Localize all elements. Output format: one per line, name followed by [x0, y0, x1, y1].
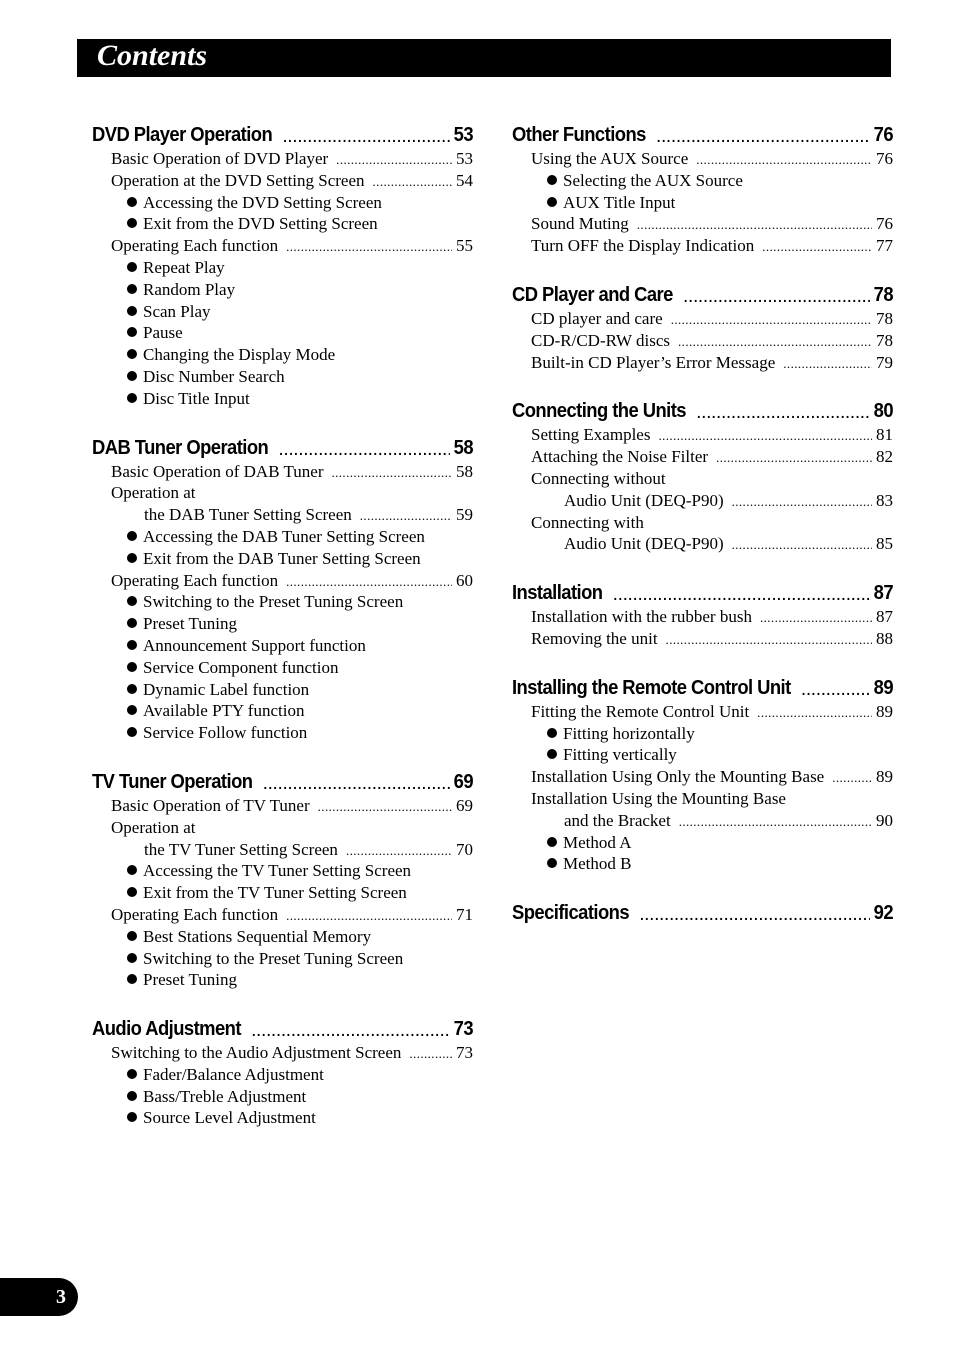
bullet-icon [547, 837, 557, 847]
toc-bullet-item[interactable] [92, 860, 473, 882]
toc-entry[interactable] [512, 766, 893, 788]
section-title: Specifications [512, 902, 630, 925]
toc-section [512, 670, 893, 875]
entry-label: CD-R/CD-RW discs [531, 330, 671, 350]
dot-leader [732, 491, 872, 513]
dot-leader [716, 447, 872, 469]
bullet-item-label: Method A [563, 832, 632, 852]
bullet-icon [127, 865, 137, 875]
toc-entry[interactable] [92, 461, 473, 483]
toc-entry[interactable] [92, 148, 473, 170]
section-heading[interactable] [92, 764, 473, 794]
section-heading[interactable] [512, 117, 893, 147]
section-page-number: 80 [873, 400, 894, 423]
bullet-item-label: AUX Title Input [563, 192, 676, 212]
bullet-icon [127, 531, 137, 541]
section-title: Connecting the Units [512, 400, 686, 423]
bullet-item-label: Exit from the TV Tuner Setting Screen [143, 883, 407, 903]
entry-label: CD player and care [531, 308, 663, 328]
entry-label: Installation with the rubber bush [531, 607, 752, 627]
bullet-icon [127, 727, 137, 737]
entry-page-number: 90 [876, 810, 893, 830]
dot-leader [696, 149, 872, 171]
entry-label: Sound Muting [531, 214, 629, 234]
section-page-number: 87 [873, 582, 894, 605]
section-heading[interactable] [92, 117, 473, 147]
dot-leader [346, 840, 452, 862]
toc-bullet-item[interactable] [92, 635, 473, 657]
dot-leader [336, 149, 452, 171]
toc-bullet-item[interactable] [92, 591, 473, 613]
toc-bullet-item[interactable] [92, 722, 473, 744]
bullet-item-label: Scan Play [143, 301, 211, 321]
entry-label: Switching to the Audio Adjustment Screen [111, 1043, 402, 1063]
contents-header-bar [77, 39, 891, 77]
dot-leader [732, 534, 872, 556]
dot-leader [252, 1021, 450, 1041]
toc-entry[interactable] [92, 504, 473, 526]
toc-bullet-item[interactable] [92, 882, 473, 904]
bullet-icon [547, 175, 557, 185]
entry-page-number: 70 [456, 839, 473, 859]
entry-page-number: 78 [876, 308, 893, 328]
bullet-item-label: Bass/Treble Adjustment [143, 1086, 307, 1106]
toc-entry-line [512, 788, 893, 810]
toc-entry-line [92, 817, 473, 839]
section-page-number: 92 [873, 902, 894, 925]
entry-label: Basic Operation of TV Tuner [111, 795, 310, 815]
page-number: 3 [56, 1286, 66, 1308]
entry-page-number: 60 [456, 570, 473, 590]
entry-label: Audio Unit (DEQ-P90) [564, 490, 724, 510]
bullet-icon [127, 1091, 137, 1101]
dot-leader [286, 905, 452, 927]
bullet-item-label: Disc Number Search [143, 366, 285, 386]
toc-bullet-item[interactable] [92, 279, 473, 301]
toc-bullet-item[interactable] [92, 322, 473, 344]
entry-page-number: 87 [876, 607, 893, 627]
dot-leader [697, 403, 870, 423]
dot-leader [373, 171, 452, 193]
section-heading[interactable] [512, 895, 893, 925]
toc-entry[interactable] [512, 352, 893, 374]
bullet-icon [547, 197, 557, 207]
toc-entry[interactable] [512, 308, 893, 330]
section-page-number: 76 [873, 124, 894, 146]
dot-leader [658, 425, 872, 447]
bullet-icon [127, 393, 137, 403]
dot-leader [614, 585, 870, 605]
bullet-icon [127, 218, 137, 228]
bullet-icon [127, 684, 137, 694]
entry-label: Setting Examples [531, 425, 651, 445]
dot-leader [832, 767, 872, 789]
bullet-icon [127, 553, 137, 563]
toc-section [92, 117, 473, 410]
bullet-item-label: Switching to the Preset Tuning Screen [143, 592, 404, 612]
toc-entry[interactable] [512, 701, 893, 723]
toc-entry[interactable] [512, 446, 893, 468]
entry-label: Operating Each function [111, 236, 279, 256]
bullet-item-label: Selecting the AUX Source [563, 170, 743, 190]
toc-section [92, 764, 473, 991]
toc-entry[interactable] [92, 1042, 473, 1064]
entry-page-number: 76 [876, 149, 893, 168]
entry-label: Built-in CD Player’s Error Message [531, 352, 776, 372]
toc-bullet-item[interactable] [92, 526, 473, 548]
entry-page-number: 55 [456, 236, 473, 256]
toc-entry[interactable] [512, 148, 893, 170]
section-heading[interactable] [512, 393, 893, 423]
dot-leader [762, 236, 872, 258]
toc-entry[interactable] [512, 490, 893, 512]
bullet-icon [127, 349, 137, 359]
dot-leader [286, 571, 452, 593]
toc-bullet-item[interactable] [92, 926, 473, 948]
toc-bullet-item[interactable] [92, 948, 473, 970]
bullet-icon [127, 662, 137, 672]
bullet-item-label: Service Component function [143, 657, 339, 677]
toc-left-column [92, 117, 473, 1149]
entry-label: Basic Operation of DVD Player [111, 149, 329, 168]
toc-entry[interactable] [512, 330, 893, 352]
bullet-item-label: Changing the Display Mode [143, 345, 336, 365]
bullet-icon [127, 262, 137, 272]
toc-bullet-item[interactable] [512, 744, 893, 766]
toc-entry[interactable] [512, 424, 893, 446]
entry-page-number: 78 [876, 330, 893, 350]
entry-page-number: 85 [876, 534, 893, 554]
dot-leader [263, 774, 449, 794]
entry-label: Operating Each function [111, 570, 279, 590]
toc-bullet-item[interactable] [512, 192, 893, 214]
section-heading[interactable] [92, 430, 473, 460]
bullet-item-label: Service Follow function [143, 723, 308, 743]
toc-right-column [512, 117, 893, 946]
toc-entry-line [512, 468, 893, 490]
bullet-icon [127, 1112, 137, 1122]
dot-leader [657, 127, 870, 147]
dot-leader [671, 309, 872, 331]
section-title: Audio Adjustment [92, 1018, 241, 1041]
dot-leader [318, 796, 452, 818]
bullet-item-label: Available PTY function [143, 701, 305, 721]
entry-label: Operation at [111, 483, 196, 503]
toc-section [512, 895, 893, 926]
bullet-icon [127, 887, 137, 897]
section-page-number: 89 [873, 676, 894, 699]
bullet-item-label: Dynamic Label function [143, 679, 310, 699]
toc-entry[interactable] [512, 628, 893, 650]
bullet-icon [127, 705, 137, 715]
toc-entry[interactable] [92, 235, 473, 257]
toc-entry[interactable] [92, 795, 473, 817]
entry-label: Turn OFF the Display Indication [531, 236, 755, 256]
toc-entry[interactable] [512, 213, 893, 235]
dot-leader [360, 505, 452, 527]
toc-bullet-item[interactable] [92, 679, 473, 701]
dot-leader [679, 811, 872, 833]
bullet-item-label: Preset Tuning [143, 614, 237, 634]
bullet-item-label: Accessing the DAB Tuner Setting Screen [143, 526, 425, 546]
section-title: Installation [512, 582, 603, 605]
entry-page-number: 81 [876, 425, 893, 445]
entry-label: Basic Operation of DAB Tuner [111, 461, 324, 481]
toc-section [512, 117, 893, 257]
section-page-number: 53 [453, 124, 474, 146]
bullet-icon [547, 858, 557, 868]
toc-bullet-item[interactable] [92, 613, 473, 635]
toc-bullet-item[interactable] [92, 548, 473, 570]
entry-label: the TV Tuner Setting Screen [144, 839, 338, 859]
toc-bullet-item[interactable] [92, 213, 473, 235]
entry-page-number: 71 [456, 904, 473, 924]
entry-label: Installation Using the Mounting Base [531, 788, 786, 808]
section-title: Other Functions [512, 124, 646, 146]
bullet-icon [127, 931, 137, 941]
bullet-icon [127, 953, 137, 963]
toc-bullet-item[interactable] [92, 1107, 473, 1129]
section-page-number: 69 [453, 770, 474, 793]
dot-leader [783, 353, 872, 375]
bullet-icon [127, 327, 137, 337]
dot-leader [802, 680, 870, 700]
entry-page-number: 69 [456, 795, 473, 815]
bullet-item-label: Exit from the DAB Tuner Setting Screen [143, 548, 421, 568]
bullet-item-label: Fitting vertically [563, 745, 677, 765]
section-heading[interactable] [512, 277, 893, 307]
entry-label: Operating Each function [111, 904, 279, 924]
section-title: TV Tuner Operation [92, 770, 253, 793]
entry-label: Removing the unit [531, 628, 658, 648]
toc-bullet-item[interactable] [512, 853, 893, 875]
page-number-tab [0, 1278, 78, 1316]
dot-leader [678, 331, 872, 353]
section-title: CD Player and Care [512, 283, 673, 306]
entry-page-number: 54 [456, 170, 473, 190]
entry-label: Fitting the Remote Control Unit [531, 701, 750, 721]
bullet-item-label: Best Stations Sequential Memory [143, 926, 372, 946]
toc-entry[interactable] [92, 170, 473, 192]
dot-leader [286, 236, 452, 258]
entry-page-number: 76 [876, 214, 893, 234]
bullet-icon [127, 306, 137, 316]
toc-bullet-item[interactable] [92, 1086, 473, 1108]
dot-leader [760, 607, 872, 629]
toc-entry[interactable] [512, 235, 893, 257]
toc-bullet-item[interactable] [92, 301, 473, 323]
bullet-icon [127, 974, 137, 984]
bullet-icon [127, 596, 137, 606]
toc-section [512, 393, 893, 555]
section-title: Installing the Remote Control Unit [512, 676, 791, 699]
bullet-icon [547, 749, 557, 759]
section-title: DVD Player Operation [92, 124, 273, 146]
section-heading[interactable] [92, 1011, 473, 1041]
bullet-item-label: Switching to the Preset Tuning Screen [143, 948, 404, 968]
toc-bullet-item[interactable] [92, 192, 473, 214]
entry-label: Using the AUX Source [531, 149, 689, 168]
entry-label: Operation at [111, 817, 196, 837]
entry-label: Connecting without [531, 468, 666, 488]
bullet-icon [127, 618, 137, 628]
toc-entry[interactable] [512, 533, 893, 555]
toc-bullet-item[interactable] [92, 700, 473, 722]
section-page-number: 78 [873, 283, 894, 306]
toc-section [512, 575, 893, 650]
toc-section [512, 277, 893, 373]
bullet-icon [127, 1069, 137, 1079]
toc-bullet-item[interactable] [92, 969, 473, 991]
bullet-item-label: Exit from the DVD Setting Screen [143, 214, 378, 234]
bullet-item-label: Fitting horizontally [563, 723, 695, 743]
bullet-item-label: Accessing the DVD Setting Screen [143, 192, 382, 212]
toc-entry-line [92, 482, 473, 504]
bullet-icon [127, 284, 137, 294]
entry-label: the DAB Tuner Setting Screen [144, 505, 352, 525]
dot-leader [757, 702, 872, 724]
toc-bullet-item[interactable] [92, 366, 473, 388]
bullet-icon [127, 197, 137, 207]
toc-entry[interactable] [512, 606, 893, 628]
bullet-icon [127, 371, 137, 381]
entry-page-number: 59 [456, 505, 473, 525]
section-title: DAB Tuner Operation [92, 436, 269, 459]
toc-entry[interactable] [92, 839, 473, 861]
toc-entry[interactable] [512, 810, 893, 832]
toc-bullet-item[interactable] [512, 170, 893, 192]
toc-entry[interactable] [92, 904, 473, 926]
toc-bullet-item[interactable] [92, 657, 473, 679]
bullet-item-label: Source Level Adjustment [143, 1108, 316, 1128]
dot-leader [409, 1043, 452, 1065]
bullet-item-label: Method B [563, 854, 632, 874]
section-page-number: 58 [453, 436, 474, 459]
dot-leader [279, 440, 450, 460]
entry-page-number: 79 [876, 352, 893, 372]
bullet-item-label: Preset Tuning [143, 970, 237, 990]
toc-entry[interactable] [92, 570, 473, 592]
entry-page-number: 82 [876, 447, 893, 467]
page-title: Contents [97, 39, 208, 72]
bullet-item-label: Random Play [143, 279, 236, 299]
entry-label: Connecting with [531, 512, 644, 532]
bullet-item-label: Accessing the TV Tuner Setting Screen [143, 861, 412, 881]
toc-bullet-item[interactable] [512, 723, 893, 745]
toc-entry-line [512, 512, 893, 534]
section-heading[interactable] [512, 670, 893, 700]
toc-bullet-item[interactable] [92, 344, 473, 366]
dot-leader [684, 287, 870, 307]
bullet-item-label: Fader/Balance Adjustment [143, 1064, 324, 1084]
toc-bullet-item[interactable] [92, 1064, 473, 1086]
dot-leader [640, 905, 870, 925]
entry-label: Attaching the Noise Filter [531, 447, 709, 467]
bullet-item-label: Disc Title Input [143, 388, 250, 408]
toc-bullet-item[interactable] [92, 257, 473, 279]
entry-label: and the Bracket [564, 810, 671, 830]
entry-label: Installation Using Only the Mounting Base [531, 767, 825, 787]
dot-leader [637, 214, 872, 236]
toc-bullet-item[interactable] [92, 388, 473, 410]
bullet-item-label: Repeat Play [143, 257, 225, 277]
dot-leader [666, 629, 872, 651]
bullet-item-label: Announcement Support function [143, 635, 366, 655]
toc-bullet-item[interactable] [512, 832, 893, 854]
entry-page-number: 89 [876, 701, 893, 721]
dot-leader [331, 462, 452, 484]
entry-page-number: 77 [876, 236, 893, 256]
toc-section [92, 430, 473, 744]
entry-label: Audio Unit (DEQ-P90) [564, 534, 724, 554]
section-page-number: 73 [453, 1018, 474, 1041]
toc-section [92, 1011, 473, 1129]
entry-page-number: 73 [456, 1043, 473, 1063]
entry-page-number: 53 [456, 149, 473, 168]
bullet-icon [127, 640, 137, 650]
dot-leader [283, 127, 450, 147]
entry-page-number: 89 [876, 767, 893, 787]
entry-page-number: 58 [456, 461, 473, 481]
section-heading[interactable] [512, 575, 893, 605]
entry-page-number: 83 [876, 490, 893, 510]
entry-label: Operation at the DVD Setting Screen [111, 170, 365, 190]
entry-page-number: 88 [876, 628, 893, 648]
bullet-icon [547, 728, 557, 738]
bullet-item-label: Pause [143, 323, 183, 343]
